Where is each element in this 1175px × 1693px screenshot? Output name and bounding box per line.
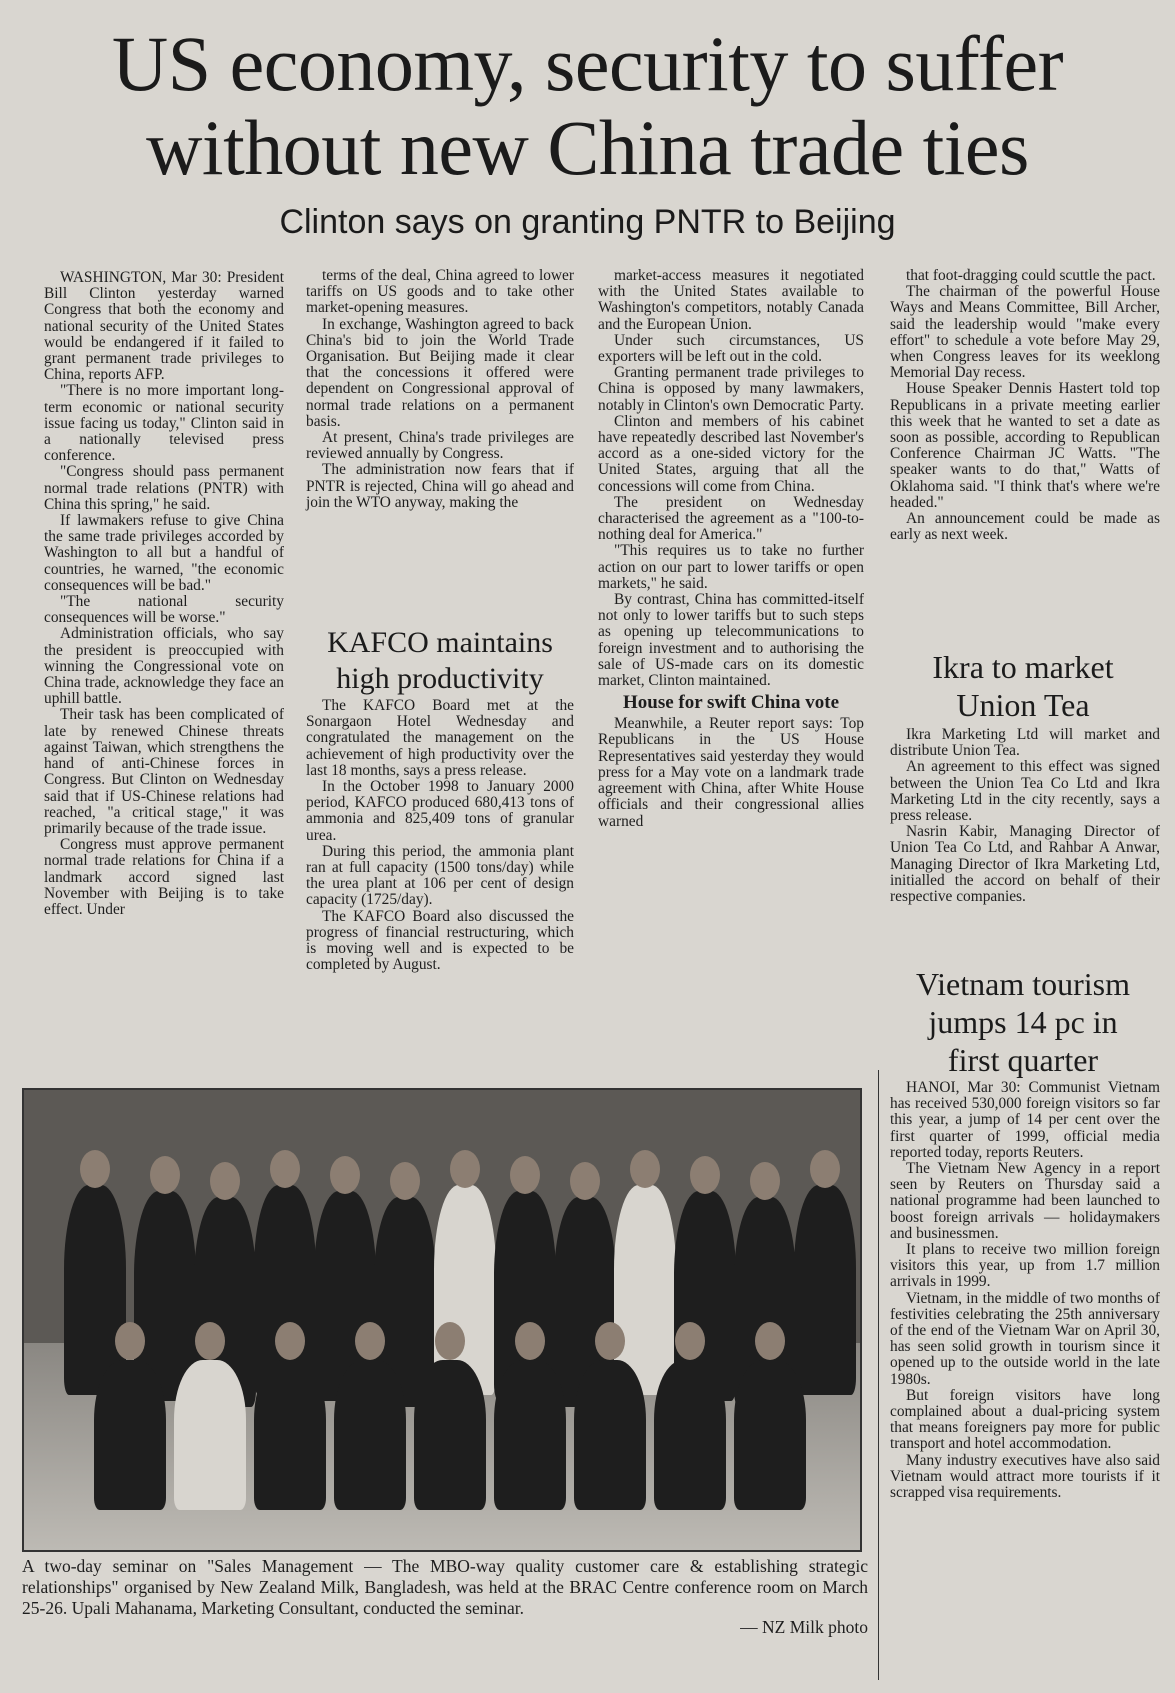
paragraph: During this period, the ammonia plant ran at full capacity (1500 tons/day) while the urea plant at 106 per cent of design capacity (1725/day). (306, 842, 574, 909)
person-head (115, 1322, 145, 1360)
column-divider (878, 1070, 879, 1680)
vietnam-headline-line-1: Vietnam tourism (915, 966, 1131, 1002)
vietnam-body (890, 1080, 1160, 1680)
seated-person (654, 1360, 726, 1510)
headline-line-1: US economy, security to suffer (111, 20, 1064, 107)
person-head (450, 1150, 480, 1188)
person-head (675, 1322, 705, 1360)
person-head (755, 1322, 785, 1360)
paragraph: In exchange, Washington agreed to back China's bid to join the World Trade Organisation. But Beijing made it clear that the concessions it offered were dependent on Congressional approval of normal trade relations on a permanent basis. (306, 315, 574, 430)
paragraph: House Speaker Dennis Hastert told top Republicans in a private meeting earlier this week that he wanted to set a date as soon as possible, according to Republican Conference Chairman JC Watts. "The speaker wants to do that," Watts of Oklahoma said. "I think that's where we're headed." (890, 380, 1160, 511)
paragraph: Their task has been complicated of late by renewed Chinese threats against Taiwan, which strengthens the hand of anti-Chinese forces in Congress. But Clinton on Wednesday said that if US-Chinese relations had reached, "a critical stage," it was primarily because of the trade issue. (44, 706, 284, 837)
paragraph: HANOI, Mar 30: Communist Vietnam has received 530,000 foreign visitors so far this year, a jump of 14 per cent over the first quarter of 1999, official media reported today, reports Reuters. (890, 1079, 1160, 1161)
person-head (390, 1162, 420, 1200)
person-head (570, 1162, 600, 1200)
person-head (275, 1322, 305, 1360)
paragraph: Granting permanent trade privileges to China is opposed by many lawmakers, notably in Clinton's own Democratic Party. (598, 364, 864, 414)
person-head (515, 1322, 545, 1360)
main-headline (20, 22, 1155, 190)
main-article-column-3 (598, 268, 864, 1058)
person-head (330, 1156, 360, 1194)
paragraph: An announcement could be made as early as next week. (890, 510, 1160, 544)
paragraph: But foreign visitors have long complained about a dual-pricing system that means foreigners pay more for public transport and hotel accommodation. (890, 1386, 1160, 1453)
paragraph: "Congress should pass permanent normal trade relations (PNTR) with China this spring," he said. (44, 463, 284, 513)
person-head (595, 1322, 625, 1360)
person-head (150, 1156, 180, 1194)
standing-person (794, 1185, 856, 1395)
kafco-headline-line-2: high productivity (336, 662, 544, 695)
seated-person (414, 1360, 486, 1510)
paragraph: By contrast, China has committed-itself not only to lower tariffs but to such steps as opening up telecommunications to foreign investment and to authorising the sale of US-made cars on its domestic market, Clinton maintained. (598, 591, 864, 690)
seated-person (94, 1360, 166, 1510)
paragraph: WASHINGTON, Mar 30: President Bill Clinton yesterday warned Congress that both the economy and national security of the United States would be endangered if it failed to grant permanent trade privileges to China, reports AFP. (44, 269, 284, 384)
paragraph: The KAFCO Board met at the Sonargaon Hotel Wednesday and congratulated the management on the achievement of high productivity over the last 18 months, says a press release. (306, 697, 574, 779)
kafco-headline (298, 625, 582, 697)
group-photo (22, 1088, 862, 1552)
paragraph: If lawmakers refuse to give China the same trade privileges accorded by Washington to all but a handful of countries, he warned, "the economic consequences will be bad." (44, 512, 284, 594)
main-article-column-2 (306, 268, 574, 608)
person-head (355, 1322, 385, 1360)
paragraph: Meanwhile, a Reuter report says: Top Republicans in the US House Representatives said yesterday they would press for a May vote on a landmark trade agreement with China, after White House officials and their congressional allies warned (598, 715, 864, 830)
paragraph: An agreement to this effect was signed between the Union Tea Co Ltd and Ikra Marketing Ltd in the city recently, says a press release. (890, 758, 1160, 825)
paragraph: Ikra Marketing Ltd will market and distribute Union Tea. (890, 726, 1160, 760)
seated-person (254, 1360, 326, 1510)
paragraph: Many industry executives have also said Vietnam would attract more tourists if it scrapped visa requirements. (890, 1451, 1160, 1502)
paragraph: "This requires us to take no further action on our part to lower tariffs or open markets," he said. (598, 542, 864, 592)
paragraph: terms of the deal, China agreed to lower tariffs on US goods and to take other market-opening measures. (306, 267, 574, 317)
paragraph: The chairman of the powerful House Ways and Means Committee, Bill Archer, said the leadership would "make every effort" to schedule a vote before May 29, when Congress leaves for its weeklong Memorial Day recess. (890, 283, 1160, 382)
paragraph: Nasrin Kabir, Managing Director of Union Tea Co Ltd, and Rahbar A Anwar, Managing Director of Ikra Marketing Ltd, initialled the accord on behalf of their respective companies. (890, 823, 1160, 906)
person-head (210, 1162, 240, 1200)
person-head (270, 1150, 300, 1188)
ikra-headline-line-2: Union Tea (956, 687, 1090, 723)
kafco-headline-line-1: KAFCO maintains (327, 626, 553, 659)
seated-person (174, 1360, 246, 1510)
photo-credit: — NZ Milk photo (740, 1617, 868, 1637)
seated-person (494, 1360, 566, 1510)
vietnam-headline (885, 965, 1161, 1079)
seated-person (574, 1360, 646, 1510)
caption-text: A two-day seminar on "Sales Management — The MBO-way quality customer care & establishing strategic relationships" organised by New Zealand Milk, Bangladesh, was held at the BRAC Centre conference room on March 25-26. Upali Mahanama, Marketing Consultant, conducted the seminar. (22, 1556, 868, 1618)
main-article-column-1 (44, 270, 284, 1065)
vietnam-headline-line-3: first quarter (947, 1042, 1099, 1078)
ikra-body (890, 727, 1160, 962)
person-head (630, 1150, 660, 1188)
paragraph: Congress must approve permanent normal trade relations for China if a landmark accord signed last November with Beijing is to take effect. Under (44, 836, 284, 918)
person-head (80, 1150, 110, 1188)
paragraph: At present, China's trade privileges are reviewed annually by Congress. (306, 429, 574, 463)
person-head (510, 1156, 540, 1194)
seated-person (334, 1360, 406, 1510)
paragraph: The Vietnam New Agency in a report seen by Reuters on Thursday said a national programme had been launched to boost foreign arrivals — holidaymakers and businessmen. (890, 1160, 1160, 1242)
seated-person (734, 1360, 806, 1510)
paragraph: "There is no more important long-term economic or national security issue facing us today," Clinton said in a nationally televised press conference. (44, 382, 284, 465)
paragraph: Clinton and members of his cabinet have repeatedly described last November's accord as a one-sided victory for the United States, arguing that all the concessions will come from China. (598, 412, 864, 495)
paragraph: Vietnam, in the middle of two months of festivities celebrating the 25th anniversary of the end of the Vietnam War on April 30, has seen solid growth in tourism since it opened up to the outside world in the late 1980s. (890, 1289, 1160, 1388)
paragraph: The administration now fears that if PNTR is rejected, China will go ahead and join the WTO anyway, making the (306, 461, 574, 511)
paragraph: that foot-dragging could scuttle the pact. (906, 267, 1156, 284)
paragraph: "The national security consequences will be worse." (44, 593, 284, 627)
paragraph: In the October 1998 to January 2000 period, KAFCO produced 680,413 tons of ammonia and 825,409 tons of granular urea. (306, 778, 574, 844)
person-head (195, 1322, 225, 1360)
kafco-body (306, 698, 574, 1058)
paragraph: market-access measures it negotiated with the United States available to Washington's competitors, notably Canada and the European Union. (598, 267, 864, 333)
vietnam-headline-line-2: jumps 14 pc in (928, 1004, 1118, 1040)
person-head (810, 1150, 840, 1188)
person-head (750, 1162, 780, 1200)
person-head (690, 1156, 720, 1194)
ikra-headline (885, 648, 1161, 724)
house-vote-subhead: House for swift China vote (622, 692, 840, 714)
person-head (435, 1322, 465, 1360)
paragraph: Administration officials, who say the president is preoccupied with winning the Congressional vote on China trade, acknowledge they face an uphill battle. (44, 625, 284, 708)
main-subhead: Clinton says on granting PNTR to Beijing (279, 203, 896, 241)
ikra-headline-line-1: Ikra to market (932, 649, 1114, 685)
main-article-column-4 (890, 268, 1160, 638)
paragraph: The KAFCO Board also discussed the progress of financial restructuring, which is moving well and is expected to be completed by August. (306, 907, 574, 974)
paragraph: It plans to receive two million foreign visitors this year, up from 1.7 million arrivals in 1999. (890, 1241, 1160, 1291)
paragraph: Under such circumstances, US exporters will be left out in the cold. (598, 331, 864, 366)
paragraph: The president on Wednesday characterised the agreement as a "100-to-nothing deal for America." (598, 493, 864, 544)
headline-line-2: without new China trade ties (146, 104, 1029, 191)
photo-caption (22, 1556, 868, 1638)
